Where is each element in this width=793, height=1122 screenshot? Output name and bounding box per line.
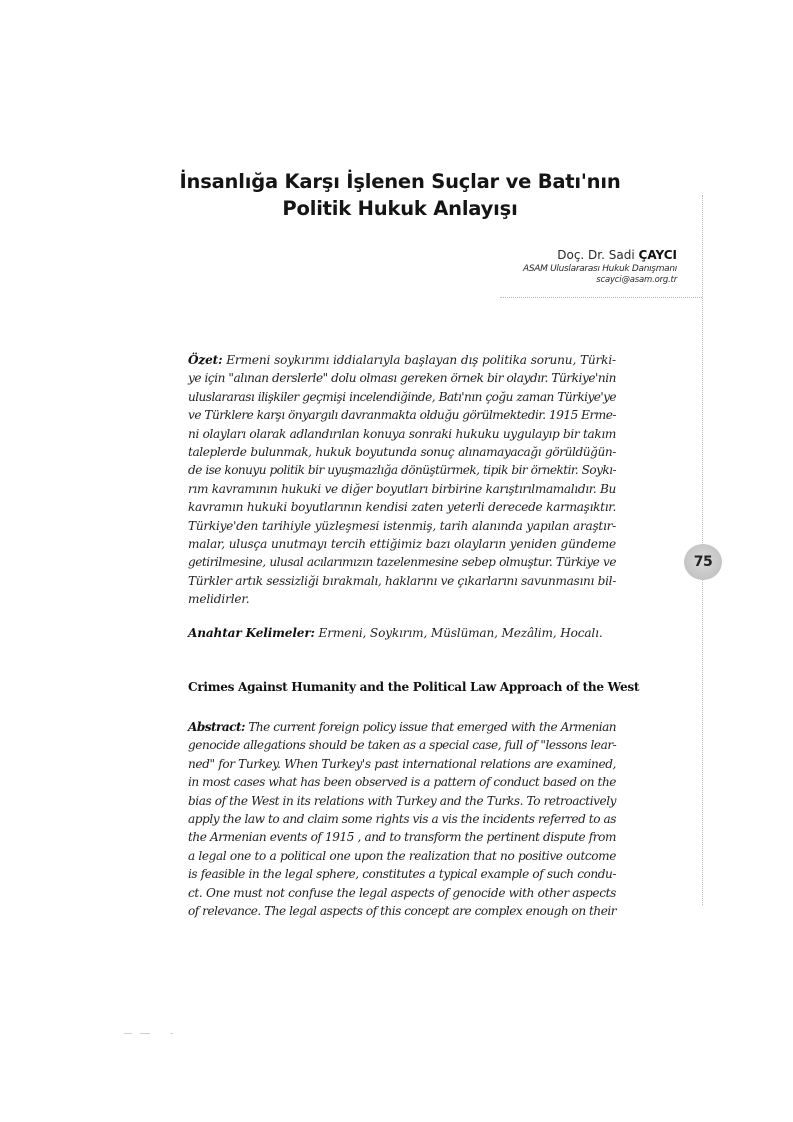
ozet-label: Özet: [188, 353, 223, 367]
ozet-line: melidirler. [188, 592, 250, 607]
scan-mark [170, 1033, 173, 1034]
author-email: scayci@asam.org.tr [596, 275, 677, 285]
author-affiliation: ASAM Uluslararası Hukuk Danışmanı [522, 264, 677, 274]
abstract-line: bias of the West in its relations with Turkey and the Turks. To retroactively [188, 793, 616, 808]
ozet-line: malar, ulusça unutmayı tercih ettiğimiz bazı olayların yeniden gündeme [188, 537, 616, 552]
abstract-paragraph [188, 718, 616, 920]
ozet-line: Türkler artık sessizliği bırakmalı, haklarını ve çıkarlarını savunmasını bil- [188, 573, 616, 588]
abstract-line: apply the law to and claim some rights vis a vis the incidents referred to as [188, 812, 616, 827]
article-title [170, 168, 630, 222]
page-number-badge: 75 [684, 544, 722, 580]
ozet-line: Özet: Ermeni soykırımı iddialarıyla başlayan dış politika sorunu, Türki- [188, 353, 616, 367]
abstract-line: Abstract: The current foreign policy issue that emerged with the Armenian [188, 720, 616, 734]
title-line-1: İnsanlığa Karşı İşlenen Suçlar ve Batı'nın [179, 170, 621, 193]
author-surname: ÇAYCI [638, 248, 677, 262]
ozet-line: rım kavramının hukuki ve diğer boyutları birbirine karıştırılmamalıdır. Bu [188, 481, 616, 496]
author-prefix: Doç. Dr. Sadi [557, 248, 635, 262]
english-title: Crimes Against Humanity and the Political Law Approach of the West [188, 680, 640, 694]
ozet-line: ye için "alınan derslerle" dolu olması gereken örnek bir olaydır. Türkiye'nin [188, 371, 616, 386]
ozet-line: taleplerde bulunmak, hukuk boyutunda sonuç alınamayacağı görüldüğün- [188, 445, 616, 460]
author-name [523, 248, 677, 263]
abstract-label: Abstract: [188, 720, 245, 734]
keywords [188, 624, 616, 642]
abstract-line: a legal one to a political one upon the realization that no positive outcome [188, 848, 616, 863]
scan-mark [124, 1033, 132, 1034]
abstract-line: ct. One must not confuse the legal aspects of genocide with other aspects [188, 885, 616, 900]
abstract-line: the Armenian events of 1915 , and to transform the pertinent dispute from [188, 830, 616, 845]
ozet-line: de ise konuyu politik bir uyuşmazlığa dönüştürmek, tipik bir örnektir. Soykı- [188, 463, 616, 478]
ozet-line: Türkiye'den tarihiyle yüzleşmesi istenmiş, tarih alanında yapılan araştır- [188, 518, 616, 533]
ozet-line: uluslararası ilişkiler geçmişi incelendiğinde, Batı'nın çoğu zaman Türkiye'ye [188, 389, 616, 404]
scan-mark [140, 1033, 150, 1034]
ozet-line: ni olayları olarak adlandırılan konuya sonraki hukuku uygulayıp bir takım [188, 426, 616, 441]
ozet-line: ve Türklere karşı önyargılı davranmakta olduğu görülmektedir. 1915 Erme- [188, 408, 616, 423]
abstract-line: ned" for Turkey. When Turkey's past international relations are examined, [188, 756, 616, 771]
ozet-paragraph [188, 351, 616, 609]
author-divider [500, 297, 702, 298]
keywords-text: Ermeni, Soykırım, Müslüman, Mezâlim, Hocalı. [314, 626, 603, 640]
abstract-line: is feasible in the legal sphere, constitutes a typical example of such condu- [188, 867, 616, 882]
abstract-line: of relevance. The legal aspects of this concept are complex enough on their [188, 904, 616, 919]
ozet-line: kavramın hukuki boyutlarının kendisi zaten yeterli derecede karmaşıktır. [188, 500, 616, 515]
author-block [523, 248, 677, 286]
abstract-line: genocide allegations should be taken as a special case, full of "lessons lear- [188, 738, 617, 753]
abstract-line: in most cases what has been observed is a pattern of conduct based on the [188, 775, 616, 790]
keywords-label: Anahtar Kelimeler: [188, 626, 315, 640]
ozet-line: getirilmesine, ulusal acılarımızın tazelenmesine sebep olmuştur. Türkiye ve [188, 555, 616, 570]
title-line-2: Politik Hukuk Anlayışı [282, 197, 518, 220]
